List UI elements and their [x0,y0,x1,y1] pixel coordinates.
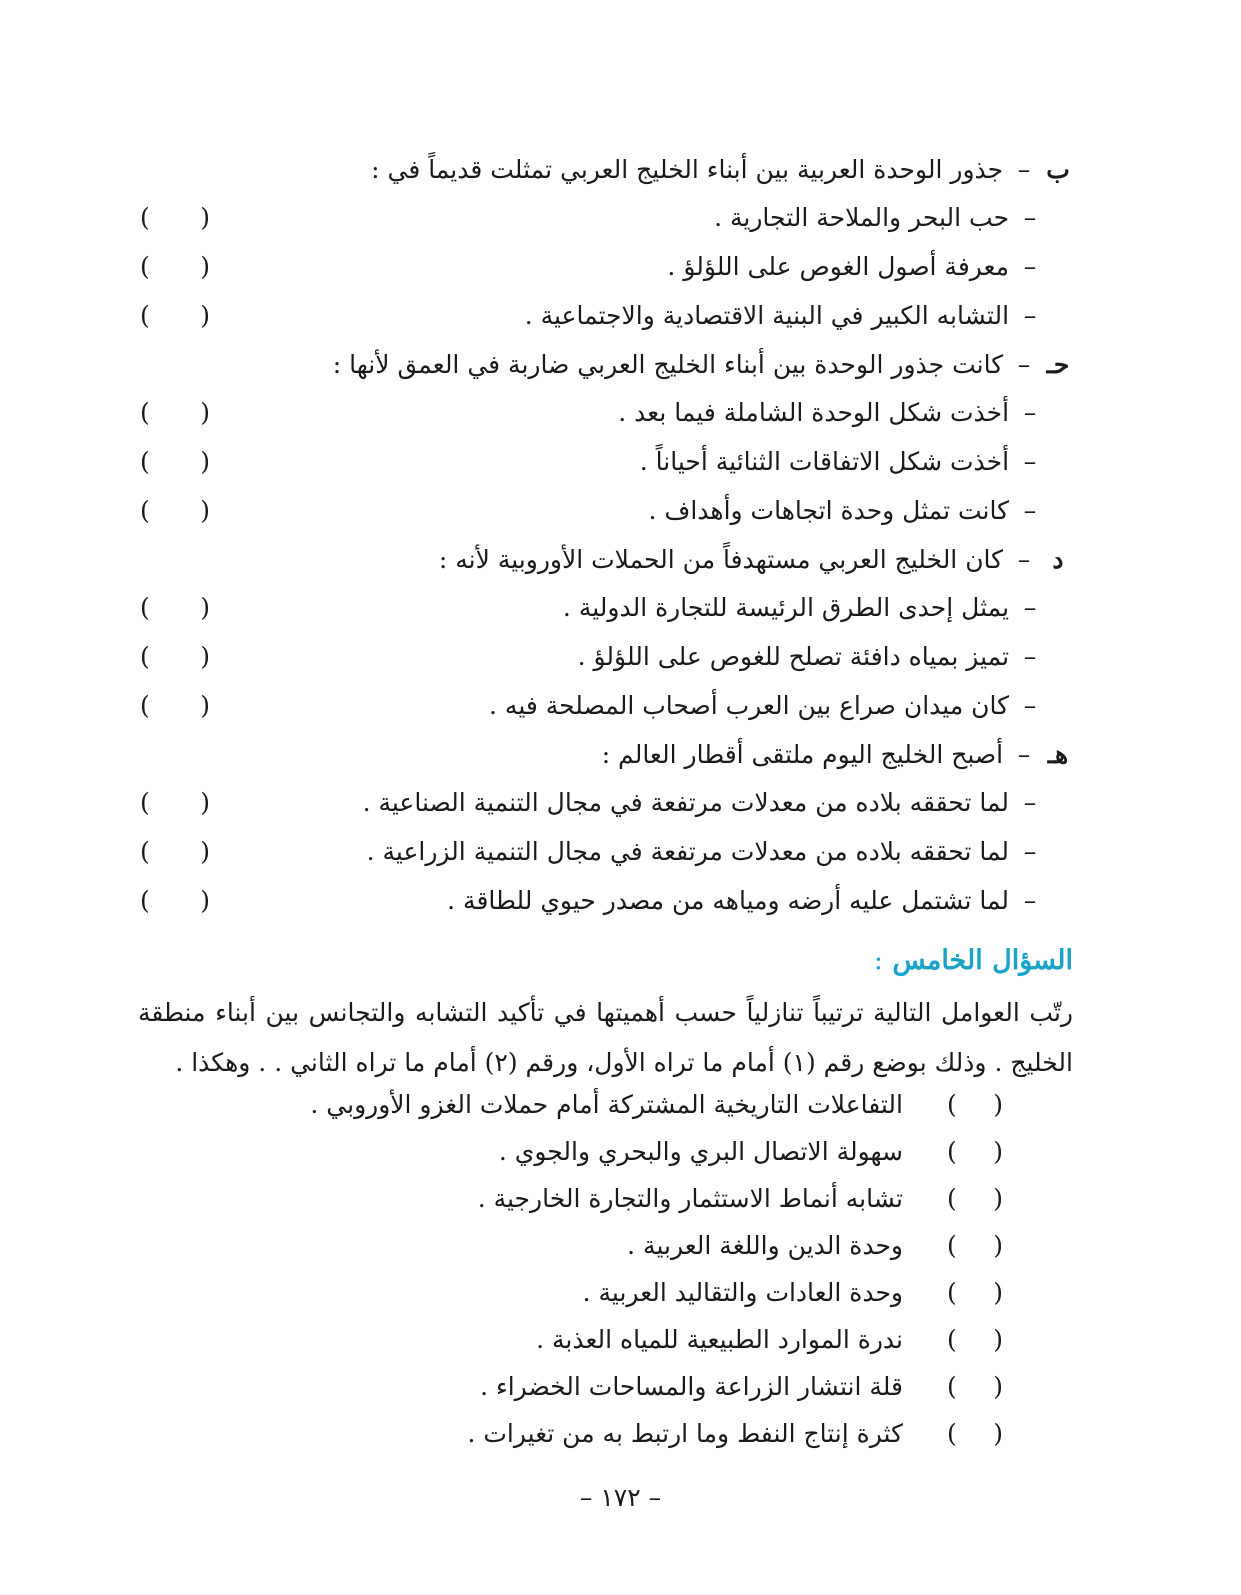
paren-open: ( [947,1184,957,1213]
option-text: حب البحر والملاحة التجارية . [714,203,1010,232]
question-dash: – [1017,155,1031,184]
option-text: التشابه الكبير في البنية الاقتصادية والاجتماعية . [524,301,1010,330]
question-letter: د [1052,545,1064,574]
answer-box[interactable] [140,584,210,632]
rank-item [243,1363,1003,1411]
answer-box[interactable] [140,633,210,681]
page-number: – ١٧٢ – [579,1483,662,1512]
paren-open: ( [947,1090,957,1119]
option-text: تميز بمياه دافئة تصلح للغوص على اللؤلؤ . [577,642,1010,671]
option-text: يمثل إحدى الطرق الرئيسة للتجارة الدولية . [562,593,1010,622]
paren-close: ) [200,496,210,525]
paren-close: ) [200,886,210,915]
option-row [111,682,1071,730]
paren-open: ( [947,1231,957,1260]
paren-open: ( [140,886,150,915]
rank-item-text: وحدة العادات والتقاليد العربية . [582,1278,903,1307]
rank-answer-box[interactable] [947,1363,1003,1411]
rank-item [243,1222,1003,1270]
rank-item-text: سهولة الاتصال البري والبحري والجوي . [498,1137,903,1166]
option-dash: – [1023,691,1037,720]
paren-open: ( [140,642,150,671]
paren-close: ) [993,1231,1003,1260]
option-row [111,584,1071,632]
option-row [111,633,1071,681]
option-row [111,877,1071,925]
paren-open: ( [140,447,150,476]
question-text: كانت جذور الوحدة بين أبناء الخليج العربي ضاربة في العمق لأنها : [332,350,1004,379]
option-row [111,438,1071,486]
option-dash: – [1023,301,1037,330]
option-dash: – [1023,837,1037,866]
paren-open: ( [947,1137,957,1166]
question-b-stem [111,146,1071,194]
paren-close: ) [993,1325,1003,1354]
answer-box[interactable] [140,877,210,925]
option-text: لما تحققه بلاده من معدلات مرتفعة في مجال التنمية الزراعية . [366,837,1010,866]
paren-close: ) [200,642,210,671]
rank-item [243,1128,1003,1176]
paren-open: ( [140,301,150,330]
option-text: لما تشتمل عليه أرضه ومياهه من مصدر حيوي للطاقة . [447,886,1010,915]
option-row [111,389,1071,437]
answer-box[interactable] [140,779,210,827]
option-row [111,779,1071,827]
section-five-instructions: رتّب العوامل التالية ترتيباً تنازلياً حسب أهميتها في تأكيد التشابه والتجانس بين أبناء منطقة الخليج . وذلك بوضع رقم (١) أمام ما تراه الأول، ورقم (٢) أمام ما تراه الثاني . . وهكذا . [138,998,1073,1077]
option-dash: – [1023,203,1037,232]
answer-box[interactable] [140,389,210,437]
rank-item-text: كثرة إنتاج النفط وما ارتبط به من تغيرات . [467,1419,903,1448]
paren-close: ) [993,1090,1003,1119]
paren-close: ) [993,1372,1003,1401]
option-text: أخذت شكل الوحدة الشاملة فيما بعد . [618,398,1010,427]
paren-close: ) [200,837,210,866]
question-dash: – [1017,740,1031,769]
paren-open: ( [947,1325,957,1354]
question-text: جذور الوحدة العربية بين أبناء الخليج العربي تمثلت قديماً في : [371,155,1004,184]
option-dash: – [1023,788,1037,817]
question-letter: هـ [1047,740,1069,769]
section-five-title [874,935,1073,987]
question-letter: ب [1046,155,1070,184]
option-row [111,243,1071,291]
rank-answer-box[interactable] [947,1316,1003,1364]
paren-open: ( [140,496,150,525]
answer-box[interactable] [140,243,210,291]
rank-item [243,1175,1003,1223]
rank-answer-box[interactable] [947,1269,1003,1317]
rank-item [243,1316,1003,1364]
rank-item-text: التفاعلات التاريخية المشتركة أمام حملات الغزو الأوروبي . [310,1090,903,1119]
option-dash: – [1023,252,1037,281]
rank-answer-box[interactable] [947,1410,1003,1458]
paren-open: ( [140,252,150,281]
answer-box[interactable] [140,682,210,730]
option-text: كان ميدان صراع بين العرب أصحاب المصلحة فيه . [489,691,1010,720]
rank-item [243,1269,1003,1317]
option-dash: – [1023,886,1037,915]
option-row [111,194,1071,242]
rank-answer-box[interactable] [947,1128,1003,1176]
question-text: أصبح الخليج اليوم ملتقى أقطار العالم : [601,740,1004,769]
paren-close: ) [200,203,210,232]
answer-box[interactable] [140,292,210,340]
rank-item-text: تشابه أنماط الاستثمار والتجارة الخارجية . [477,1184,903,1213]
option-row [111,828,1071,876]
answer-box[interactable] [140,194,210,242]
paren-close: ) [200,252,210,281]
rank-item-text: قلة انتشار الزراعة والمساحات الخضراء . [480,1372,903,1401]
answer-box[interactable] [140,438,210,486]
paren-close: ) [200,593,210,622]
option-text: لما تحققه بلاده من معدلات مرتفعة في مجال التنمية الصناعية . [362,788,1010,817]
question-d-stem [111,536,1071,584]
paren-open: ( [140,788,150,817]
paren-open: ( [947,1419,957,1448]
paren-open: ( [140,837,150,866]
option-row [111,487,1071,535]
question-dash: – [1017,545,1031,574]
section-title-text: السؤال الخامس [892,945,1073,976]
paren-close: ) [200,691,210,720]
answer-box[interactable] [140,487,210,535]
question-h-stem [111,341,1071,389]
paren-open: ( [140,398,150,427]
paren-close: ) [993,1184,1003,1213]
paren-close: ) [993,1137,1003,1166]
question-letter: حـ [1046,350,1070,379]
paren-close: ) [993,1419,1003,1448]
option-text: معرفة أصول الغوص على اللؤلؤ . [667,252,1010,281]
option-dash: – [1023,642,1037,671]
section-title-colon: : [873,945,884,976]
question-text: كان الخليج العربي مستهدفاً من الحملات الأوروبية لأنه : [438,545,1004,574]
paren-close: ) [200,447,210,476]
option-dash: – [1023,398,1037,427]
rank-item-text: وحدة الدين واللغة العربية . [627,1231,903,1260]
paren-close: ) [993,1278,1003,1307]
option-row [111,292,1071,340]
paren-close: ) [200,398,210,427]
paren-open: ( [140,593,150,622]
rank-answer-box[interactable] [947,1175,1003,1223]
question-dash: – [1017,350,1031,379]
question-e-stem [111,731,1071,779]
rank-answer-box[interactable] [947,1222,1003,1270]
option-dash: – [1023,447,1037,476]
paren-open: ( [140,691,150,720]
answer-box[interactable] [140,828,210,876]
paren-close: ) [200,301,210,330]
option-text: كانت تمثل وحدة اتجاهات وأهداف . [648,496,1010,525]
option-dash: – [1023,496,1037,525]
paren-open: ( [947,1278,957,1307]
paren-open: ( [947,1372,957,1401]
option-dash: – [1023,593,1037,622]
paren-open: ( [140,203,150,232]
rank-item [243,1410,1003,1458]
rank-item [243,1081,1003,1129]
rank-item-text: ندرة الموارد الطبيعية للمياه العذبة . [536,1325,903,1354]
paren-close: ) [200,788,210,817]
rank-answer-box[interactable] [947,1081,1003,1129]
option-text: أخذت شكل الاتفاقات الثنائية أحياناً . [639,447,1010,476]
